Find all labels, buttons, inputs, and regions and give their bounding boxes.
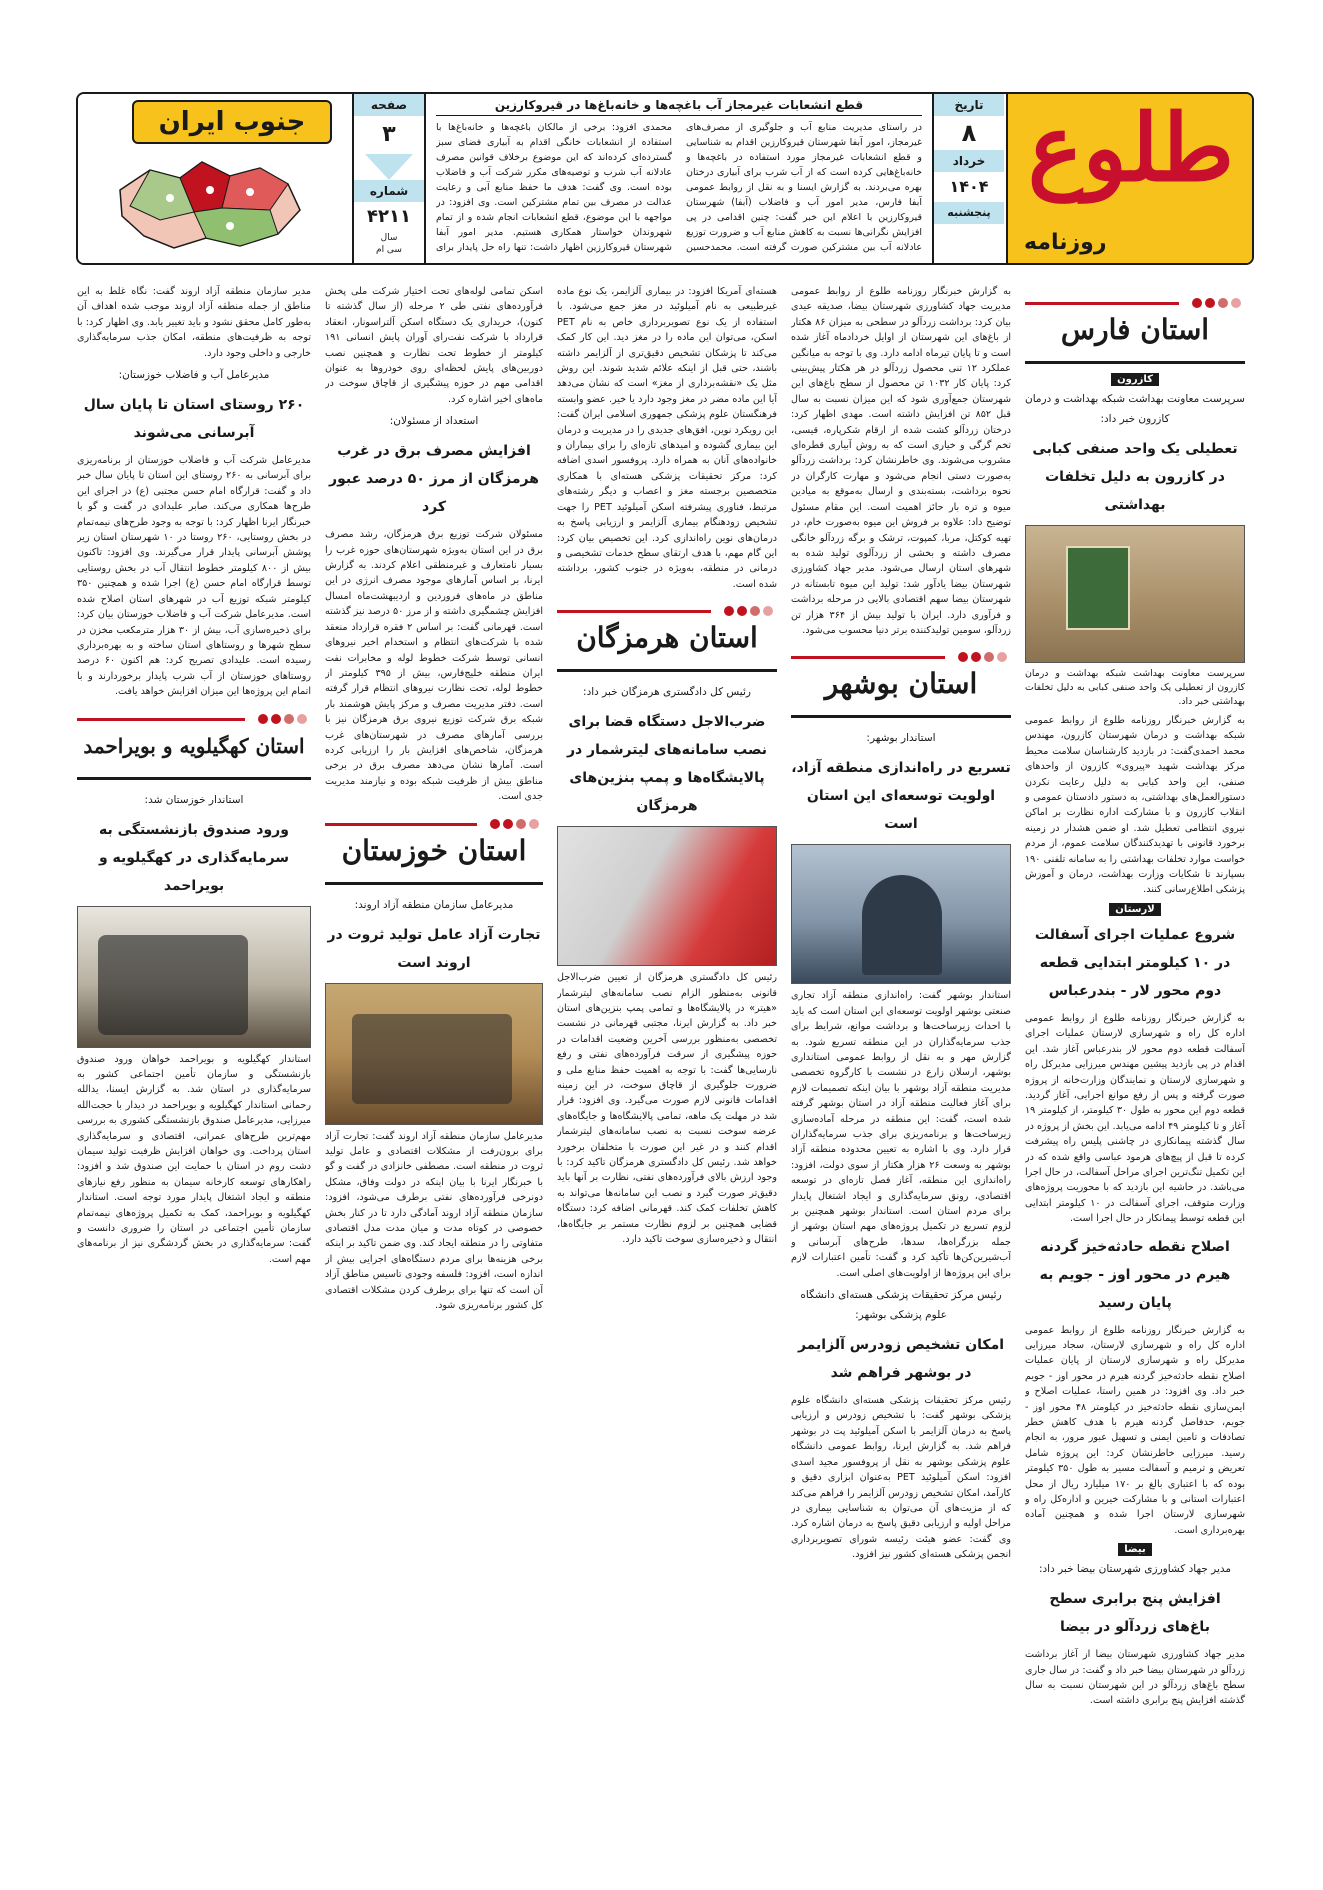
article-body: هسته‌ای آمریکا افزود: در بیماری آلزایمر، یک نوع ماده غیرطبیعی به نام آمیلوئید در مغز جمع می‌شود. با استفاده از یک نوع تصویربرداری خاص به نام PET اسکن، می‌توان این ماده را در مغز دید. این کار کمک می‌کند تا پزشکان تشخیص دقیق‌تری از آلزایمر داشته باشند، حتی قبل از اینکه علائم شدید شوند. این روش مثل یک «نقشه‌برداری از مغز» است که نشان می‌دهد آیا این ماده مضر در مغز وجود دارد یا خیر. عضو وابسته فرهنگستان علوم پزشکی جمهوری اسلامی ایران گفت: این رویکرد نوین، افق‌های جدیدی را در مدیریت و درمان این بیماری گشوده و امیدهای تازه‌ای را برای بیماران و خانواده‌های آنان به همراه دارد. پروفسور اسدی اضافه کرد: مرکز تحقیقات پزشکی هسته‌ای با همکاری متخصصین برجسته مغز و اعصاب و دیگر رشته‌های مرتبط، فناوری پیشرفته اسکن آمیلوئید PET را جهت تشخیص زودهنگام بیماری آلزایمر و ارزیابی پاسخ به درمان‌های نوین راه‌اندازی کرد. این تخصیص بیان کرد: این گام مهم، با هدف ارتقای سطح خدمات تشخیصی و درمانی در منطقه، به‌ویژه در جنوب کشور، برداشته شده است. bbox=[557, 286, 777, 590]
article-headline: اصلاح نقطه حادثه‌خیز گردنه هیرم در محور اوز - جویم به پایان رسید bbox=[1039, 1238, 1231, 1311]
city-tag: لارستان bbox=[1025, 904, 1245, 915]
article-body: استاندار کهگیلویه و بویراحمد خواهان ورود صندوق بازنشستگی و سازمان تأمین اجتماعی کشور به سرمایه‌گذاری در استان شد. به گزارش ایسنا، یدالله رحمانی استاندار کهگیلویه و بویراحمد در دیدار با حجت‌الله میرزایی، مدیرعامل صندوق بازنشستگی کشوری به بررسی مهم‌ترین طرح‌های عمرانی، اقتصادی و سرمایه‌گذاری استان پرداخت. وی خواهان افزایش ظرفیت تولید سیمان دشت روم در استان با حمایت این صندوق شد و افزود: راهکارهای توسعه کارخانه سیمان به منظور رفع نیازهای منطقه و ایجاد اشتغال پایدار مورد توجه است. استاندار کهگیلویه و بویراحمد، کمک به تکمیل پروژه‌های نیمه‌تمام سازمان تأمین اجتماعی در استان را ضروری دانست و گفت: سرمایه‌گذاری در بخش گردشگری نیز از برنامه‌های مهم است. bbox=[77, 1053, 311, 1265]
news-photo bbox=[77, 906, 311, 1048]
article-body: رئیس کل دادگستری هرمزگان از تعیین ضرب‌الاجل قانونی به‌منظور الزام نصب سامانه‌های لیترشمار «هیتر» در پالایشگاه‌ها و تمامی پمپ بنزین‌های استان خبر داد. به گزارش ایرنا، مجتبی قهرمانی در نشست تخصصی به‌منظور بررسی آخرین وضعیت اقدامات در حوزه پیشگیری از سرقت فرآورده‌های نفتی و رفع نارسایی‌ها گفت: با توجه به اهمیت حفظ منابع ملی و ضرورت جلوگیری از قاچاق سوخت، در این زمینه اقدامات قانونی لازم صورت می‌گیرد. وی افزود: قرار شد در مهلت یک ماهه، تمامی پالایشگاه‌ها و جایگاه‌های عرضه سوخت نسبت به نصب سامانه‌های لیترشمار اقدام کنند و در غیر این صورت با متخلفان برخورد خواهد شد. رئیس کل دادگستری هرمزگان تاکید کرد: با وجود ارزش بالای فرآورده‌های نفتی، نظارت بر آنها باید دقیق‌تر صورت گیرد و نصب این سامانه‌ها می‌تواند به کاهش تخلفات کمک کند. قهرمانی اضافه کرد: دستگاه قضایی همچنین بر لزوم نظارت مستمر بر جایگاه‌ها، انتقال و ذخیره‌سازی سوخت تاکید دارد. bbox=[557, 972, 777, 1246]
lead-headline: قطع انشعابات غیرمجاز آب باغچه‌ها و خانه‌باغ‌ها در قیروکارزین bbox=[436, 98, 922, 116]
column-khuzestan bbox=[325, 284, 543, 1874]
article-body: استاندار بوشهر گفت: راه‌اندازی منطقه آزاد تجاری صنعتی بوشهر اولویت توسعه‌ای این استان است که باید با احداث زیرساخت‌ها و برداشت موانع، شرایط برای جذب سرمایه‌گذاران در این منطقه تسریع شود. به گزارش مهر و به نقل از روابط عمومی استانداری بوشهر، ارسلان زارع در نشست با کارگروه تخصصی مدیریت منطقه آزاد بوشهر با بیان اینکه تصمیمات لازم برای آغاز فعالیت منطقه آزاد در استان بوشهر گرفته شده است، گفت: این منطقه در مرحله آماده‌سازی زیرساخت‌ها و برنامه‌ریزی برای جذب سرمایه‌گذاران قرار دارد. وی با اشاره به تعیین محدوده منطقه آزاد بوشهر به وسعت ۲۶ هزار هکتار از سوی دولت، افزود: راه‌اندازی این منطقه، آغاز فصل تازه‌ای در توسعه اقتصادی، رونق سرمایه‌گذاری و ایجاد اشتغال پایدار برای مردم استان است. استاندار بوشهر همچنین بر لزوم تسریع در تکمیل پروژه‌های مهم استان بوشهر از جمله بزرگراه‌ها، سدها، طرح‌های آبرسانی و آب‌شیرین‌کن‌ها تأکید کرد و گفت: تأمین اعتبارات لازم برای این پروژه‌ها از اولویت‌های اصلی است. bbox=[791, 990, 1011, 1279]
column-kohgiluyeh bbox=[77, 284, 311, 1874]
triangle-ornament-icon bbox=[365, 154, 413, 180]
date-box bbox=[932, 94, 1004, 263]
lead-body: در راستای مدیریت منابع آب و جلوگیری از مصرف‌های غیرمجاز، امور آبفا شهرستان قیروکارزین اقدام به شناسایی و قطع انشعابات غیرمجاز مورد استفاده در باغچه‌ها و خانه‌باغ‌هایی کرده است که از آب شرب برای آبیاری درختان بهره می‌بردند. به گزارش ایسنا و به نقل از روابط عمومی آبفا فارس، مدیر امور آب و فاضلاب (آبفا) شهرستان قیروکارزین با اعلام این خبر گفت: چنین اقدامی در پی افزایش نگرانی‌ها نسبت به کاهش منابع آب و ضرورت توزیع عادلانه آب بین مشترکین صورت گرفته است. محمدحسین محمدی افزود: برخی از مالکان باغچه‌ها و خانه‌باغ‌ها با استفاده از انشعابات خانگی اقدام به آبیاری فضای سبز گسترده‌ای کرده‌اند که این موضوع برخلاف قوانین مصرف عادلانه آب شرب و توصیه‌های مکرر شرکت آب و فاضلاب بوده است. وی گفت: هدف ما حفظ منابع آبی و رعایت عدالت در مصرف بین تمام مشترکین است. وی افزود: در مواجهه با این موضوع، قطع انشعابات انجام شده و از تمام شهروندان خواستار همکاری هستیم. مدیر امور آبفا شهرستان قیروکارزین اظهار داشت: تنها راه حل پایدار برای bbox=[436, 122, 922, 253]
article-headline: ضرب‌الاجل دستگاه قضا برای نصب سامانه‌های لیترشمار در پالایشگاه‌ها و پمپ بنزین‌های هرمزگان bbox=[566, 714, 768, 815]
article-body: مدیر سازمان منطقه آزاد اروند گفت: نگاه غلط به این مناطق از جمله منطقه آزاد اروند موجب شده اهداف آن به‌طور کامل محقق نشود و باید تغییر یابد. وی اظهار کرد: با توجه به ظرفیت‌های منطقه، امکان جذب سرمایه‌گذاری خارجی و داخلی وجود دارد. bbox=[77, 286, 311, 359]
city-tag: کازرون bbox=[1025, 374, 1245, 385]
masthead-lead-story bbox=[428, 94, 930, 263]
region-title: جنوب ایران bbox=[132, 100, 332, 144]
dots-ornament-icon bbox=[1192, 298, 1241, 308]
photo-caption: سرپرست معاونت بهداشت شبکه بهداشت و درمان کازرون از تعطیلی یک واحد صنفی کبابی به دلیل تخلفات بهداشتی خبر داد. bbox=[1025, 668, 1245, 707]
article-headline: تجارت آزاد عامل تولید ثروت در اروند است bbox=[327, 926, 541, 971]
article-body: به گزارش خبرنگار روزنامه طلوع از روابط عمومی مدیریت جهاد کشاورزی شهرستان بیضا، صدیقه عیدی بیان کرد: برداشت زردآلو در سطحی به میزان ۸۶ هکتار از باغ‌های این شهرستان از اوایل خردادماه آغاز شده است و تا پایان تیرماه ادامه دارد. وی با توجه به میانگین عملکرد ۱۲ تنی محصول زردآلو در هر هکتار پیش‌بینی کرد: پایان کار ۱۰۳۲ تن محصول از سطح باغ‌های این شهرستان جمع‌آوری شود که این میزان نسبت به سال قبل ۸۵۲ تن افزایش داشته است. مهدی اظهار کرد: درختان زردآلو کشت شده از ارقام شکرپاره، قیسی، تخم گرگی و خیاری است که به روش آبیاری قطره‌ای مشروب می‌شوند. وی خاطرنشان کرد: برداشت زردآلو به‌صورت دستی انجام می‌شود و مهارت کارگران در نحوه برداشت، بسته‌بندی و ارسال به‌موقع به میادین میوه و تره بار حائز اهمیت است. این مقام مسئول توضیح داد: علاوه بر فروش این میوه به‌صورت خام، در تهیه کوکتل، مربا، کمپوت، ترشک و برگه زردآلو خانگی مصرف داشته و بخشی از زردآلوی تولید شده به شهرهای استان ارسال می‌شود. مدیر جهاد کشاورزی شهرستان بیضا یادآور شد: تولید این میوه تابستانه در شهرستان بیضا سهم اقتصادی بالایی در مرحله برداشت و فرآوری دارد. ایران با تولید بیش از ۳۶۴ هزار تن زردآلو، سومین تولیدکننده برتر دنیا محسوب می‌شود. bbox=[791, 286, 1011, 636]
logo-word: طلوع bbox=[1027, 94, 1234, 202]
article-body: به گزارش خبرنگار روزنامه طلوع از روابط عمومی اداره کل راه و شهرسازی لارستان عملیات اجرای آسفالت قطعه دوم محور لار بندرعباس آغاز شد. این اقدام در پی بازدید پیشین مهندس میرزایی مدیرکل راه و شهرسازی لارستان و نمایندگان وزارت‌خانه از پروژه صورت گرفته و پس از رفع موانع اجرایی، آغاز گردید. قطعه دوم این محور به طول ۳۰ کیلومتر، از کیلومتر ۱۹ آغاز و تا کیلومتر ۴۹ ادامه می‌یابد. این بخش از پروژه در سال گذشته پیمانکاری در چاشنی پلیس راه پیشرفت کرده تا قبل از پیچ‌های هرمود عباسی واقع شده که در این تکمیل تنگ‌ترین اجرای مراحل آسفالت، در حال اجرا می‌باشد. در حاشیه این بازدید که با محوریت پروژه‌های وزارت متوقف، اجرای آسفالت در ۱۰ کیلومتر ابتدایی این قطعه توسط پیمانکار در حال اجرا است. bbox=[1025, 1012, 1245, 1225]
section-title: استان کهگیلویه و بویراحمد bbox=[83, 733, 305, 758]
news-photo bbox=[791, 844, 1011, 984]
section-banner-fars bbox=[1025, 292, 1245, 366]
article-kicker: مدیرعامل سازمان منطقه آزاد اروند: bbox=[354, 898, 514, 911]
section-title: استان خوزستان bbox=[341, 833, 527, 867]
article-body: اسکن تمامی لوله‌های تحت اختیار شرکت ملی پخش فرآورده‌های نفتی طی ۲ مرحله (از سال گذشته تا کنون)، خریداری یک دستگاه اسکن آلتراسونار، انعقاد قرارداد با شرکت نفت‌رای آوران پایش انسانی ۱۹۱ کیلومتر از خطوط تحت نظارت و همچنین نصب دوربین‌های پایش لحظه‌ای روی خودروها به عنوان اقدامی مهم در حوزه پیشگیری از قاچاق سوخت در ماه‌های اخیر اشاره کرد. bbox=[325, 286, 543, 405]
article-kicker: رئیس مرکز تحقیقات پزشکی هسته‌ای دانشگاه علوم پزشکی بوشهر: bbox=[800, 1289, 1002, 1322]
article-headline: تسریع در راه‌اندازی منطقه آزاد، اولویت توسعه‌ای این استان است bbox=[791, 760, 1011, 833]
page-number-box bbox=[352, 94, 426, 263]
issue-number: ۴۲۱۱ bbox=[367, 206, 411, 227]
article-body: مسئولان شرکت توزیع برق هرمزگان، رشد مصرف برق در این استان به‌ویژه شهرستان‌های حوزه غرب را بسیار نامتعارف و غیرمنطقی اعلام کردند. به گزارش ایرنا، بر اساس آمارهای موجود مصرف انرژی در این مناطق در ماه‌های فروردین و اردیبهشت‌ماه امسال افزایش چشمگیری داشته و از مرز ۵۰ درصد نیز گذشته است. قهرمانی گفت: بر اساس ۲ فقره قرارداد منعقد شده با شرکت‌های انتظام و استخدام اخیر نیروهای انسانی توسط شرکت خطوط لوله و مخابرات نفت ایران منطقه خلیج‌فارس، بیش از ۳۹۵ کیلومتر از خطوط لوله، تحت نظارت نیروهای انتظام قرار گرفته است. دفتر مدیریت مصرف و مرکز پایش هوشمند بار شبکه برق شرکت توزیع نیروی برق هرمزگان نیز با بررسی آمارهای مصرف در شهرستان‌های غرب هرمزگان، شاخص‌های افزایش بار را ارزیابی کرده است. آمارها نشان می‌دهد مصرف برق در برخی مناطق بیش از ظرفیت شبکه بوده و نیازمند مدیریت جدی است. bbox=[325, 529, 543, 803]
masthead bbox=[76, 92, 1254, 265]
article-headline: ورود صندوق بازنشستگی به سرمایه‌گذاری در کهگیلویه و بویراحمد bbox=[98, 821, 290, 894]
article-body: به گزارش خبرنگار روزنامه طلوع از روابط عمومی اداره کل راه و شهرسازی لارستان، سجاد میرزایی مدیرکل راه و شهرسازی لارستان از پایان عملیات اصلاح نقطه حادثه‌خیز گردنه هیرم در محور اوز - جویم خبر داد. وی افزود: در همین راستا، عملیات اصلاح و ایمن‌سازی نقطه حادثه‌خیز در کیلومتر ۴۸ محور اوز - جویم، حدفاصل گردنه هیرم با هدف کاهش خطر تصادفات و تامین ایمنی و تسهیل عبور مرور، به انجام رسید. میرزایی خاطرنشان کرد: این پروژه شامل تعریض و ترمیم و آسفالت مسیر به طول ۳۵۰ کیلومتر بوده که با اعتباری بالغ بر ۱۷۰ میلیارد ریال از محل اعتبارات استانی و با مشارکت خیرین و اداره‌کل راه و شهرسازی لارستان اجرا شده و همچنین آماده بهره‌برداری است. bbox=[1025, 1324, 1245, 1536]
column-fars bbox=[1025, 284, 1245, 1874]
section-banner-kohgiluyeh bbox=[77, 708, 311, 782]
article-headline: تعطیلی یک واحد صنفی کبابی در کازرون به دلیل تخلفات بهداشتی bbox=[1032, 441, 1238, 513]
news-photo bbox=[557, 826, 777, 966]
article-headline: شروع عملیات اجرای آسفالت در ۱۰ کیلومتر ابتدایی قطعه دوم محور لار - بندرعباس bbox=[1034, 926, 1236, 999]
dots-ornament-icon bbox=[724, 606, 773, 616]
article-kicker: استاندار خوزستان شد: bbox=[144, 793, 244, 806]
page-label: صفحه bbox=[354, 94, 424, 116]
volume-number: سی ام bbox=[376, 245, 402, 255]
article-headline: افزایش مصرف برق در غرب هرمزگان از مرز ۵۰ درصد عبور کرد bbox=[329, 443, 539, 516]
region-section-header bbox=[78, 94, 350, 263]
article-body: مدیرعامل سازمان منطقه آزاد اروند گفت: تجارت آزاد برای برون‌رفت از مشکلات اقتصادی و عامل تولید ثروت در منطقه است. مصطفی خانزادی در گفت و گو با خبرنگار ایرنا با بیان اینکه در دولت وفاق، مشکل دو‌نرخی فرآورده‌های نفتی برطرف می‌شود، افزود: سازمان منطقه آزاد اروند آمادگی دارد تا در کنار بخش خصوصی در کوتاه مدت و میان مدت مدل اقتصادی متفاوتی را در منطقه ایجاد کند. وی ضمن تاکید بر اینکه برخی هزینه‌ها برای مردم دستگاه‌های اجرایی بیش از اندازه است، افزود: فلسفه وجودی تاسیس مناطق آزاد آن است که تنها برای برطرف کردن مشکلات اقتصادی کل کشور برنامه‌ریزی شود. bbox=[325, 1130, 543, 1312]
city-tag: بیضا bbox=[1025, 1544, 1245, 1555]
section-banner-khuzestan bbox=[325, 813, 543, 887]
date-label: تاریخ bbox=[934, 94, 1004, 116]
dots-ornament-icon bbox=[490, 819, 539, 829]
date-day: ۸ bbox=[961, 119, 977, 147]
column-hormozgan bbox=[557, 284, 777, 1874]
article-body: مدیرعامل شرکت آب و فاضلاب خوزستان از برنامه‌ریزی برای آبرسانی به ۲۶۰ روستای این استان تا پایان سال خبر داد و گفت: قرارگاه امام حسن مجتبی (ع) در اجرای این طرح‌ها همکاری می‌کند. صابر علیدادی در گفت و گو با خبرنگار ایرنا اظهار کرد: با توجه به وجود طرح‌های نیمه‌تمام در بخش روستایی، ۲۶۰ روستا در ۱۰ شهرستان استان زیر پوشش آبرسانی پایدار قرار می‌گیرند. وی افزود: تاکنون بیش از ۸۰۰ کیلومتر خطوط انتقال آب در بخش روستایی توسط قرارگاه امام حسن (ع) اجرا شده و همچنین ۳۵۰ کیلومتر شبکه توزیع آب در شهرهای استان اصلاح شده است. مدیرعامل شرکت آب و فاضلاب خوزستان بیان کرد: برای ذخیره‌سازی آب، بیش از ۳۰ هزار مترمکعب مخزن در سطح شهرها و روستاهای استان ساخته و به بهره‌برداری رسیده است. علیدادی تصریح کرد: هم اکنون ۶۰ درصد روستاهای خوزستان از آب شرب پایدار برخوردارند و با اتمام این پروژه‌ها این میزان افزایش خواهد یافت. bbox=[77, 455, 311, 698]
section-banner-bushehr bbox=[791, 646, 1011, 720]
article-body: به گزارش خبرنگار روزنامه طلوع از روابط عمومی شبکه بهداشت و درمان شهرستان کازرون، مهندس محمد احمدی‌گفت: در بازدید کارشناسان سلامت محیط مرکز بهداشت شهید «پیروی» کازرون از واحدهای صنفی، این واحد کبابی به دلیل رعایت نکردن دستورالعمل‌های بهداشتی، به دستور دادستان عمومی و انقلاب کازرون و با مشارکت اداره نظارت بر اماکن نیروی انتظامی تعطیل شد. او ضمن هشدار در زمینه برخورد قانونی با تهدیدکنندگان سلامت عموم، از مردم خواست موارد تخلفات بهداشتی را به سامانه تلفنی ۱۹۰ بسپارند تا شکایات وزارت بهداشت، درمان و آموزش پزشکی اطلاع‌رسانی کنند. bbox=[1025, 715, 1245, 896]
article-kicker: مدیرعامل آب و فاضلاب خوزستان: bbox=[118, 369, 270, 382]
article-kicker: سرپرست معاونت بهداشت شبکه بهداشت و درمان کازرون خبر داد: bbox=[1025, 393, 1245, 425]
article-kicker: رئیس کل دادگستری هرمزگان خبر داد: bbox=[583, 686, 751, 699]
section-title: استان فارس bbox=[1060, 313, 1210, 346]
issue-label: شماره bbox=[354, 180, 424, 202]
article-kicker: استاندار بوشهر: bbox=[866, 732, 936, 745]
article-headline: ۲۶۰ روستای استان تا پایان سال آبرسانی می‌شوند bbox=[83, 397, 305, 442]
section-banner-hormozgan bbox=[557, 600, 777, 674]
news-photo bbox=[1025, 525, 1245, 663]
dots-ornament-icon bbox=[258, 714, 307, 724]
article-headline: افزایش پنج برابری سطح باغ‌های زردآلو در بیضا bbox=[1049, 1591, 1221, 1636]
column-bushehr bbox=[791, 284, 1011, 1874]
volume-label: سال bbox=[380, 233, 398, 243]
section-title: استان بوشهر bbox=[824, 667, 978, 701]
article-kicker: استعداد از مسئولان: bbox=[389, 415, 479, 428]
date-year: ۱۴۰۴ bbox=[949, 177, 989, 196]
date-month: خرداد bbox=[934, 150, 1004, 172]
logo-subtitle: روزنامه bbox=[1024, 230, 1107, 255]
date-weekday: پنجشنبه bbox=[934, 202, 1004, 224]
article-body: رئیس مرکز تحقیقات پزشکی هسته‌ای دانشگاه علوم پزشکی بوشهر گفت: با تشخیص زودرس و ارزیابی پاسخ به درمان آلزایمر با اسکن آمیلوئید پت در بوشهر فراهم شد. به گزارش ایرنا، روابط عمومی دانشگاه علوم پزشکی بوشهر به نقل از پروفسور مجید اسدی افزود: اسکن آمیلوئید PET به‌عنوان ابزاری دقیق و کارآمد، امکان تشخیص زودرس آلزایمر را فراهم می‌کند که از مزیت‌های آن می‌توان به شناسایی بیماری در مراحل اولیه و ارزیابی دقیق پاسخ به درمان اشاره کرد. وی گفت: عضو هیئت رئیسه شورای تصویربرداری انجمن پزشکی هسته‌ای کشور نیز افزود. bbox=[791, 1395, 1011, 1561]
page-number: ۳ bbox=[382, 122, 396, 147]
southern-iran-map-icon bbox=[110, 150, 310, 258]
newspaper-logo bbox=[1006, 94, 1252, 263]
news-photo bbox=[325, 983, 543, 1125]
article-kicker: مدیر جهاد کشاورزی شهرستان بیضا خبر داد: bbox=[1038, 1563, 1232, 1576]
article-headline: امکان تشخیص زودرس آلزایمر در بوشهر فراهم شد bbox=[797, 1337, 1005, 1382]
article-body: مدیر جهاد کشاورزی شهرستان بیضا از آغاز برداشت زردآلو در شهرستان بیضا خبر داد و گفت: در سال جاری سطح باغ‌های زردآلو در این شهرستان نسبت به سال گذشته افزایش پنج برابری داشته است. bbox=[1025, 1649, 1245, 1707]
dots-ornament-icon bbox=[958, 652, 1007, 662]
section-title: استان هرمزگان bbox=[576, 621, 758, 655]
